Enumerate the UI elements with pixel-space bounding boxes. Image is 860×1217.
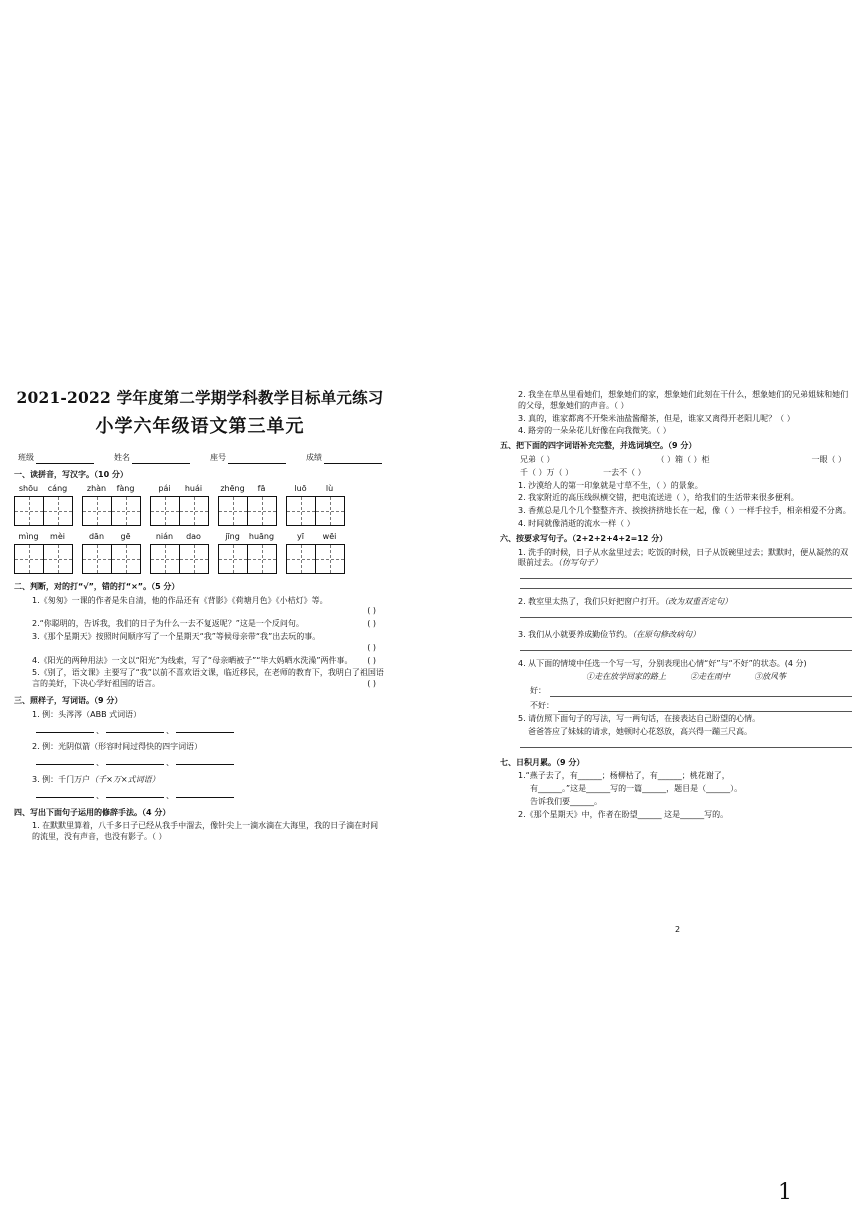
recite-line-1: 1.“燕子去了，有______；杨柳枯了，有______；桃花谢了， [518,771,730,781]
pinyin-word [14,484,72,526]
character-box[interactable] [43,496,73,526]
pinyin-word [218,484,276,526]
class-field[interactable] [36,455,94,464]
pinyin-row-2 [14,532,386,574]
score-field[interactable] [324,455,382,464]
sentence-item-3: 3. 我们从小就要养成勤俭节约。（在原句修改病句） [518,629,701,639]
pinyin-syllable: fàng [116,483,135,493]
student-info [18,453,382,464]
pinyin-syllable: mèi [50,531,65,541]
character-box[interactable] [247,544,277,574]
pinyin-word [286,532,344,574]
answer-paren[interactable]: ( ) [367,606,376,616]
writing-line[interactable] [520,588,852,589]
example-sentence: 爸爸答应了妹妹的请求，她顿时心花怒放，高兴得一蹦三尺高。 [528,726,752,736]
recite-line-3: 告诉我们要______。 [530,796,602,806]
section-7-title: 七、日积月累。（9 分） [500,757,585,767]
scenario-options: ①走在放学回家的路上 ②走在雨中 ③放风筝 [586,671,786,681]
fill-item-2: 2. 我家附近的高压线纵横交错，把电流送进（ ），给我们的生活带来很多便利。 [518,493,799,503]
answer-paren[interactable]: ( ) [367,642,376,652]
pinyin-syllable: wēi [322,531,337,541]
pinyin-word [218,532,276,574]
pinyin-word [14,532,72,574]
rhetoric-item-1: 1. 在默默里算着，八千多日子已经从我手中溜去，像针尖上一滴水滴在大海里，我的日子滴在时间的流里，没有声音，也没有影子。（ ） [32,821,379,842]
writing-line[interactable] [520,650,852,651]
section-3-title: 三、照样子，写词语。（9 分） [14,695,123,705]
name-label: 姓名 [114,453,130,463]
pinyin-syllable: nián [155,531,174,541]
pinyin-syllable: lù [325,483,334,493]
section-5-title: 五、把下面的四字词语补充完整，并选词填空。（9 分） [500,441,697,451]
writing-line[interactable] [520,617,852,618]
character-box[interactable] [218,544,248,574]
section-6-title: 六、按要求写句子。（2+2+2+4+2=12 分） [500,533,668,543]
character-box[interactable] [179,544,209,574]
pinyin-word [82,484,140,526]
blank[interactable] [176,724,234,733]
pinyin-syllable: yī [297,531,304,541]
pinyin-word [150,484,208,526]
idiom-row-1: 兄弟（ ） （ ）箱（ ）柜 一眼（ ） [520,454,846,464]
writing-line[interactable] [520,747,852,748]
rhetoric-item-3: 3. 真的，谁家都离不开柴米油盐酱醋茶，但是，谁家又离得开老阳儿呢？（ ） [518,413,795,423]
recite-line-2: 有______。”这是______写的一篇______，题目是（______）。 [530,784,743,794]
pinyin-syllable: jīng [225,531,240,541]
pinyin-syllable: gē [120,531,131,541]
right-column [500,388,852,823]
score-label: 成绩 [306,453,322,463]
fill-item-3: 3. 香蕉总是几个几个整整齐齐、挨挨挤挤地长在一起，像（ ）一样手拉手，相亲相爱不分离。 [518,506,851,516]
bad-line[interactable]: 不好： [530,701,852,712]
class-label: 班级 [18,453,34,463]
sentence-item-1: 1. 洗手的时候，日子从水盆里过去；吃饭的时候，日子从饭碗里过去；默默时，便从凝然的双眼前过去。（仿写句子） [518,547,849,568]
pinyin-syllable: dao [186,531,201,541]
sentence-item-2: 2. 教室里太热了，我们只好把窗户打开。（改为双重否定句） [518,597,733,607]
pinyin-word [286,484,344,526]
answer-paren[interactable]: ( ) [367,655,376,665]
left-column [14,380,386,845]
answer-paren[interactable]: ( ) [367,679,376,689]
blank[interactable] [106,789,164,798]
character-box[interactable] [14,496,44,526]
rhetoric-item-4: 4. 路旁的一朵朵花儿好像在向我微笑。（ ） [518,426,671,436]
answer-blanks-3: 、 、 [34,789,386,802]
good-line[interactable]: 好： [530,686,852,697]
pinyin-word [82,532,140,574]
pinyin-syllable: mìng [18,531,39,541]
blank[interactable] [36,756,94,765]
character-box[interactable] [315,544,345,574]
judge-item-3: 3.《那个星期天》按照时间顺序写了一个星期天“我”等候母亲带“我”出去玩的事。 ( ) [32,632,376,652]
character-box[interactable] [150,496,180,526]
name-field[interactable] [132,455,190,464]
blank[interactable] [36,789,94,798]
character-box[interactable] [82,544,112,574]
character-box[interactable] [179,496,209,526]
judge-item-2: 2.“你聪明的，告诉我，我们的日子为什么一去不复返呢？”这是一个反问句。 ( ) [32,619,376,629]
seat-field[interactable] [228,455,286,464]
seat-label: 座号 [210,453,226,463]
character-box[interactable] [247,496,277,526]
sentence-item-5: 5. 请仿照下面句子的写法，写一两句话，在接表达自己盼望的心情。 [518,713,761,723]
blank[interactable] [176,756,234,765]
judge-item-1: 1.《匆匆》一课的作者是朱自清，他的作品还有《背影》《荷塘月色》《小桔灯》等。 ( ) [32,595,376,616]
pinyin-syllable: pái [158,483,171,493]
word-example-2: 2. 例：光阴似箭（形容时间过得快的四字词语） [32,742,203,752]
pinyin-syllable: huāng [248,531,275,541]
character-box[interactable] [14,544,44,574]
section-2-title: 二、判断，对的打“√”，错的打“×”。（5 分） [14,581,180,591]
writing-line[interactable] [520,578,852,579]
character-box[interactable] [286,496,316,526]
pinyin-syllable: huái [184,483,203,493]
judge-item-4: 4.《阳光的两种用法》一文以“阳光”为线索，写了“母亲晒被子”“毕大妈晒水洗澡”两件事。 ( ) [32,655,376,665]
character-box[interactable] [111,544,141,574]
rhetoric-item-2: 2. 我坐在草丛里看她们，想象她们的家，想象她们此刻在干什么，想象她们的兄弟姐妹和她们的父母，想象她们的声音。（ ） [518,390,849,410]
judge-item-5: 5.《别了，语文课》主要写了“我”以前不喜欢语文课，临近移民，在老师的教育下，我明白了祖国语言的美好，下决心学好祖国的语言。 ( ) [32,668,384,689]
pinyin-syllable: dān [88,531,105,541]
page-number: 1 [778,1180,792,1205]
exam-subtitle: 小学六年级语文第三单元 [95,415,305,437]
character-box[interactable] [111,496,141,526]
blank[interactable] [106,756,164,765]
pinyin-syllable: zhēng [220,483,245,493]
pinyin-row-1 [14,484,386,526]
character-box[interactable] [218,496,248,526]
recite-line-4: 2.《那个星期天》中，作者在盼望______ 这是______写的。 [518,809,729,819]
character-box[interactable] [43,544,73,574]
character-box[interactable] [150,544,180,574]
pinyin-word [150,532,208,574]
answer-paren[interactable]: ( ) [367,619,376,629]
character-box[interactable] [286,544,316,574]
character-box[interactable] [315,496,345,526]
pinyin-syllable: fā [257,483,266,493]
pinyin-syllable: luō [294,483,307,493]
handwritten-hint: （千×万×式词语） [90,774,160,784]
blank[interactable] [106,724,164,733]
section-4-title: 四、写出下面句子运用的修辞手法。（4 分） [14,807,171,817]
word-example-3: 3. 例：千门万户（千×万×式词语） [32,774,160,784]
answer-blanks-2: 、 、 [34,756,386,769]
sentence-item-4: 4. 从下面的情境中任选一个写一写，分别表现出心情“好”与“不好”的状态。(4 分) [518,658,807,668]
fill-item-1: 1. 沙漠给人的第一印象就是寸草不生，（ ）的景象。 [518,480,703,490]
word-example-1: 1. 例：头涔涔（ABB 式词语） [32,709,142,719]
answer-blanks-1: 、 、 [34,724,386,737]
fill-item-4: 4. 时间就像消逝的流水一样（ ） [518,518,635,528]
pinyin-syllable: zhàn [86,483,107,493]
pinyin-syllable: shōu [18,483,39,493]
blank[interactable] [176,789,234,798]
section-1-title: 一、读拼音，写汉字。（10 分） [14,470,128,480]
idiom-row-2: 千（ ）万（ ） 一去不（ ） [520,467,646,477]
exam-title: 2021-2022 学年度第二学期学科教学目标单元练习 [16,388,384,407]
blank[interactable] [36,724,94,733]
pinyin-syllable: cáng [47,483,68,493]
inner-page-number: 2 [675,925,681,934]
character-box[interactable] [82,496,112,526]
